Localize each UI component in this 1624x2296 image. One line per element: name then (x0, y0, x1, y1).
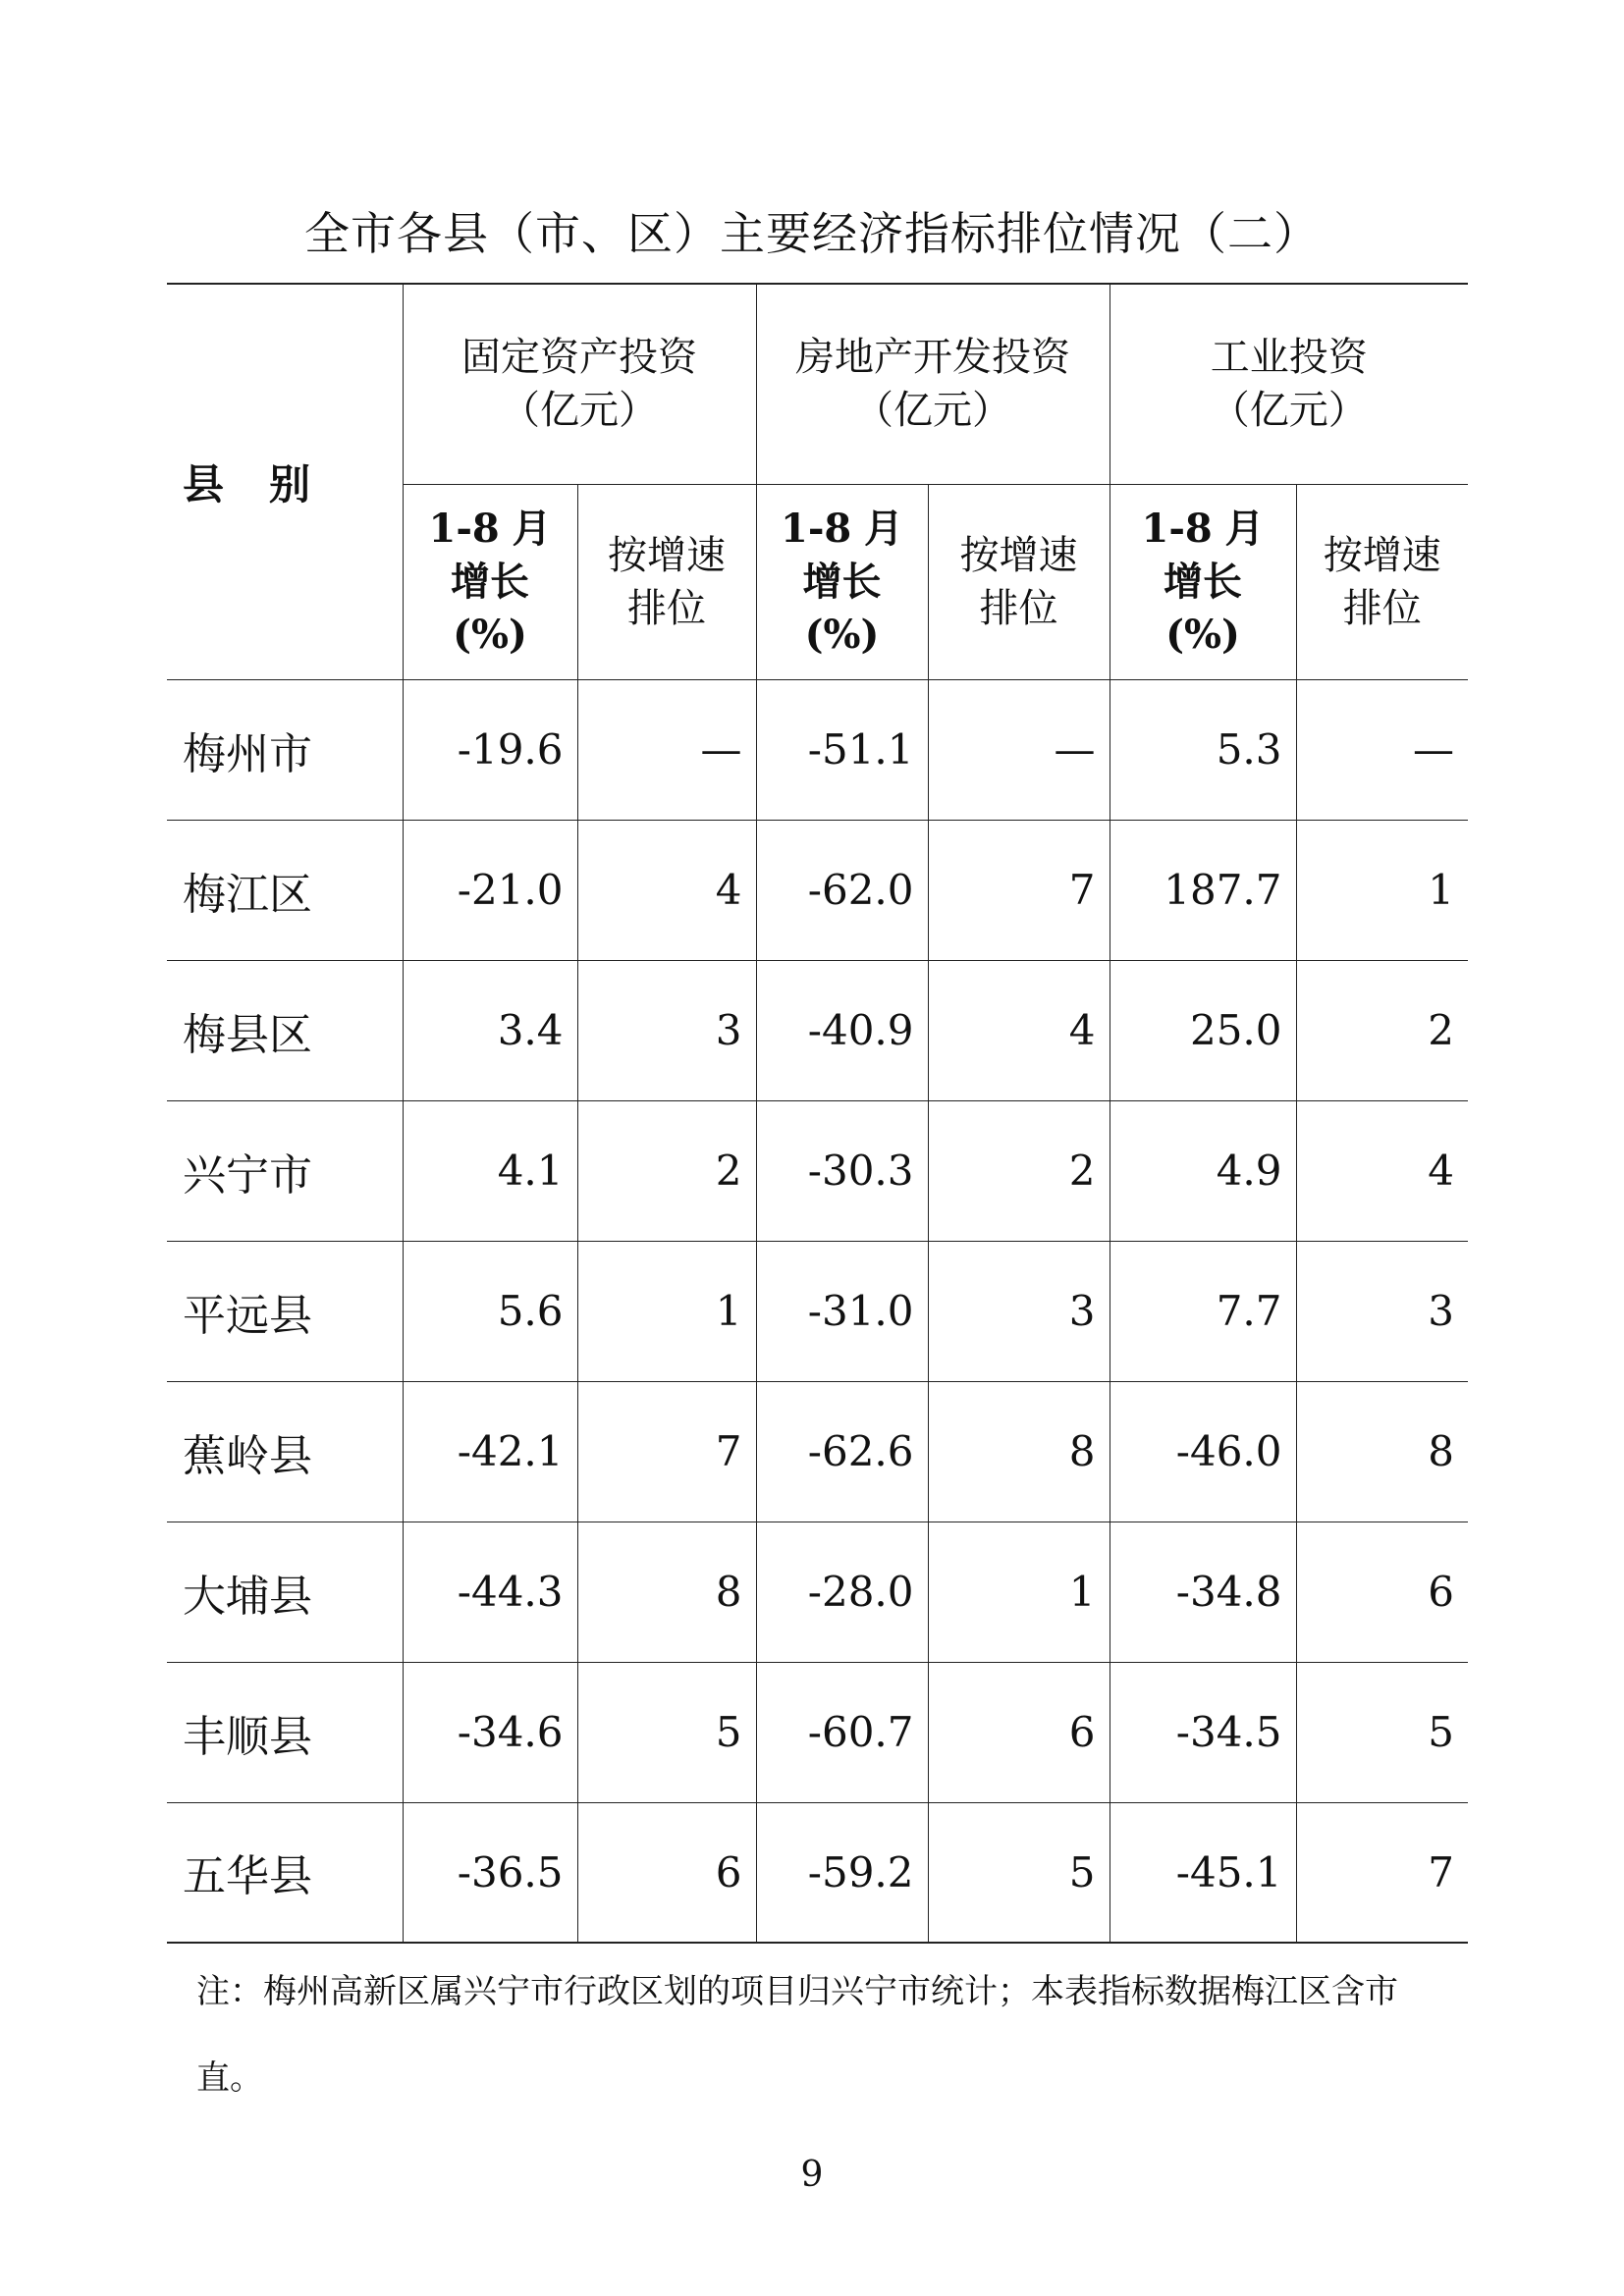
fixed-asset-rank: 4 (577, 820, 756, 960)
fixed-asset-rank: 8 (577, 1522, 756, 1662)
county-name: 五华县 (167, 1802, 403, 1943)
county-name: 平远县 (167, 1241, 403, 1381)
real-estate-growth: -40.9 (756, 960, 928, 1100)
fixed-asset-rank: 5 (577, 1662, 756, 1802)
growth-header-line2: 增长 (802, 558, 882, 605)
county-name: 大埔县 (167, 1522, 403, 1662)
table-row (167, 1381, 1468, 1522)
real-estate-rank: 3 (928, 1241, 1110, 1381)
real-estate-rank: — (928, 679, 1110, 820)
group-header-fixed-asset (403, 284, 756, 484)
county-column-header: 县 别 (167, 284, 403, 679)
table-row (167, 1522, 1468, 1662)
group-header-unit: （亿元） (854, 388, 1011, 434)
industrial-growth: -45.1 (1110, 1802, 1296, 1943)
table-row (167, 820, 1468, 960)
growth-header-line1: 1-8 月 (781, 505, 903, 552)
group-header-real-estate (756, 284, 1110, 484)
growth-header-line2: 增长 (451, 558, 529, 605)
county-name: 梅江区 (167, 820, 403, 960)
growth-column-header (756, 484, 928, 679)
industrial-rank: — (1296, 679, 1468, 820)
table-row (167, 679, 1468, 820)
fixed-asset-growth: -42.1 (403, 1381, 577, 1522)
page-number: 9 (800, 2155, 824, 2195)
industrial-rank: 1 (1296, 820, 1468, 960)
growth-header-line3: (%) (1165, 611, 1240, 658)
growth-header-line3: (%) (804, 611, 880, 658)
industrial-growth: -46.0 (1110, 1381, 1296, 1522)
rank-column-header (577, 484, 756, 679)
rank-header-line2: 排位 (1342, 585, 1422, 631)
fixed-asset-rank: 7 (577, 1381, 756, 1522)
rank-header-line1: 按增速 (608, 532, 726, 578)
indicator-ranking-table (167, 283, 1468, 1944)
fixed-asset-rank: 6 (577, 1802, 756, 1943)
rank-header-line2: 排位 (627, 585, 706, 631)
county-name: 梅县区 (167, 960, 403, 1100)
fixed-asset-rank: 1 (577, 1241, 756, 1381)
growth-header-line1: 1-8 月 (428, 505, 552, 552)
table-row (167, 960, 1468, 1100)
fixed-asset-growth: 5.6 (403, 1241, 577, 1381)
real-estate-growth: -28.0 (756, 1522, 928, 1662)
fixed-asset-growth: -34.6 (403, 1662, 577, 1802)
table-footnote: 注：梅州高新区属兴宁市行政区划的项目归兴宁市统计；本表指标数据梅江区含市直。 (196, 1972, 1398, 2098)
group-header-unit: （亿元） (501, 388, 658, 434)
real-estate-growth: -60.7 (756, 1662, 928, 1802)
group-header-unit: （亿元） (1210, 388, 1368, 434)
table-row (167, 1662, 1468, 1802)
fixed-asset-growth: -36.5 (403, 1802, 577, 1943)
real-estate-growth: -59.2 (756, 1802, 928, 1943)
rank-column-header (928, 484, 1110, 679)
rank-header-line1: 按增速 (959, 532, 1078, 578)
industrial-rank: 4 (1296, 1100, 1468, 1241)
industrial-growth: 4.9 (1110, 1100, 1296, 1241)
fixed-asset-growth: -21.0 (403, 820, 577, 960)
county-name: 梅州市 (167, 679, 403, 820)
fixed-asset-growth: -19.6 (403, 679, 577, 820)
table-row (167, 1802, 1468, 1943)
growth-column-header (1110, 484, 1296, 679)
fixed-asset-rank: 2 (577, 1100, 756, 1241)
fixed-asset-rank: 3 (577, 960, 756, 1100)
rank-column-header (1296, 484, 1468, 679)
real-estate-growth: -31.0 (756, 1241, 928, 1381)
real-estate-rank: 7 (928, 820, 1110, 960)
industrial-rank: 2 (1296, 960, 1468, 1100)
group-header-name: 工业投资 (1210, 335, 1368, 381)
growth-header-line1: 1-8 月 (1141, 505, 1265, 552)
real-estate-growth: -51.1 (756, 679, 928, 820)
industrial-growth: 187.7 (1110, 820, 1296, 960)
industrial-rank: 6 (1296, 1522, 1468, 1662)
industrial-growth: 7.7 (1110, 1241, 1296, 1381)
real-estate-rank: 4 (928, 960, 1110, 1100)
growth-header-line3: (%) (453, 611, 527, 658)
fixed-asset-growth: 3.4 (403, 960, 577, 1100)
table-row (167, 1100, 1468, 1241)
group-header-name: 房地产开发投资 (795, 335, 1070, 381)
growth-header-line2: 增长 (1164, 558, 1242, 605)
table-row (167, 1241, 1468, 1381)
real-estate-rank: 8 (928, 1381, 1110, 1522)
fixed-asset-rank: — (577, 679, 756, 820)
industrial-rank: 8 (1296, 1381, 1468, 1522)
fixed-asset-growth: -44.3 (403, 1522, 577, 1662)
industrial-rank: 5 (1296, 1662, 1468, 1802)
county-name: 丰顺县 (167, 1662, 403, 1802)
header-row-groups (167, 284, 1468, 484)
industrial-growth: 25.0 (1110, 960, 1296, 1100)
real-estate-growth: -62.0 (756, 820, 928, 960)
county-name: 兴宁市 (167, 1100, 403, 1241)
industrial-growth: -34.8 (1110, 1522, 1296, 1662)
real-estate-growth: -62.6 (756, 1381, 928, 1522)
page-title: 全市各县（市、区）主要经济指标排位情况（二） (304, 207, 1320, 260)
real-estate-rank: 2 (928, 1100, 1110, 1241)
industrial-growth: 5.3 (1110, 679, 1296, 820)
group-header-industrial (1110, 284, 1468, 484)
real-estate-rank: 6 (928, 1662, 1110, 1802)
rank-header-line1: 按增速 (1323, 532, 1441, 578)
industrial-growth: -34.5 (1110, 1662, 1296, 1802)
industrial-rank: 3 (1296, 1241, 1468, 1381)
group-header-name: 固定资产投资 (461, 335, 697, 381)
real-estate-growth: -30.3 (756, 1100, 928, 1241)
real-estate-rank: 5 (928, 1802, 1110, 1943)
real-estate-rank: 1 (928, 1522, 1110, 1662)
growth-column-header (403, 484, 577, 679)
county-name: 蕉岭县 (167, 1381, 403, 1522)
fixed-asset-growth: 4.1 (403, 1100, 577, 1241)
industrial-rank: 7 (1296, 1802, 1468, 1943)
rank-header-line2: 排位 (979, 585, 1058, 631)
